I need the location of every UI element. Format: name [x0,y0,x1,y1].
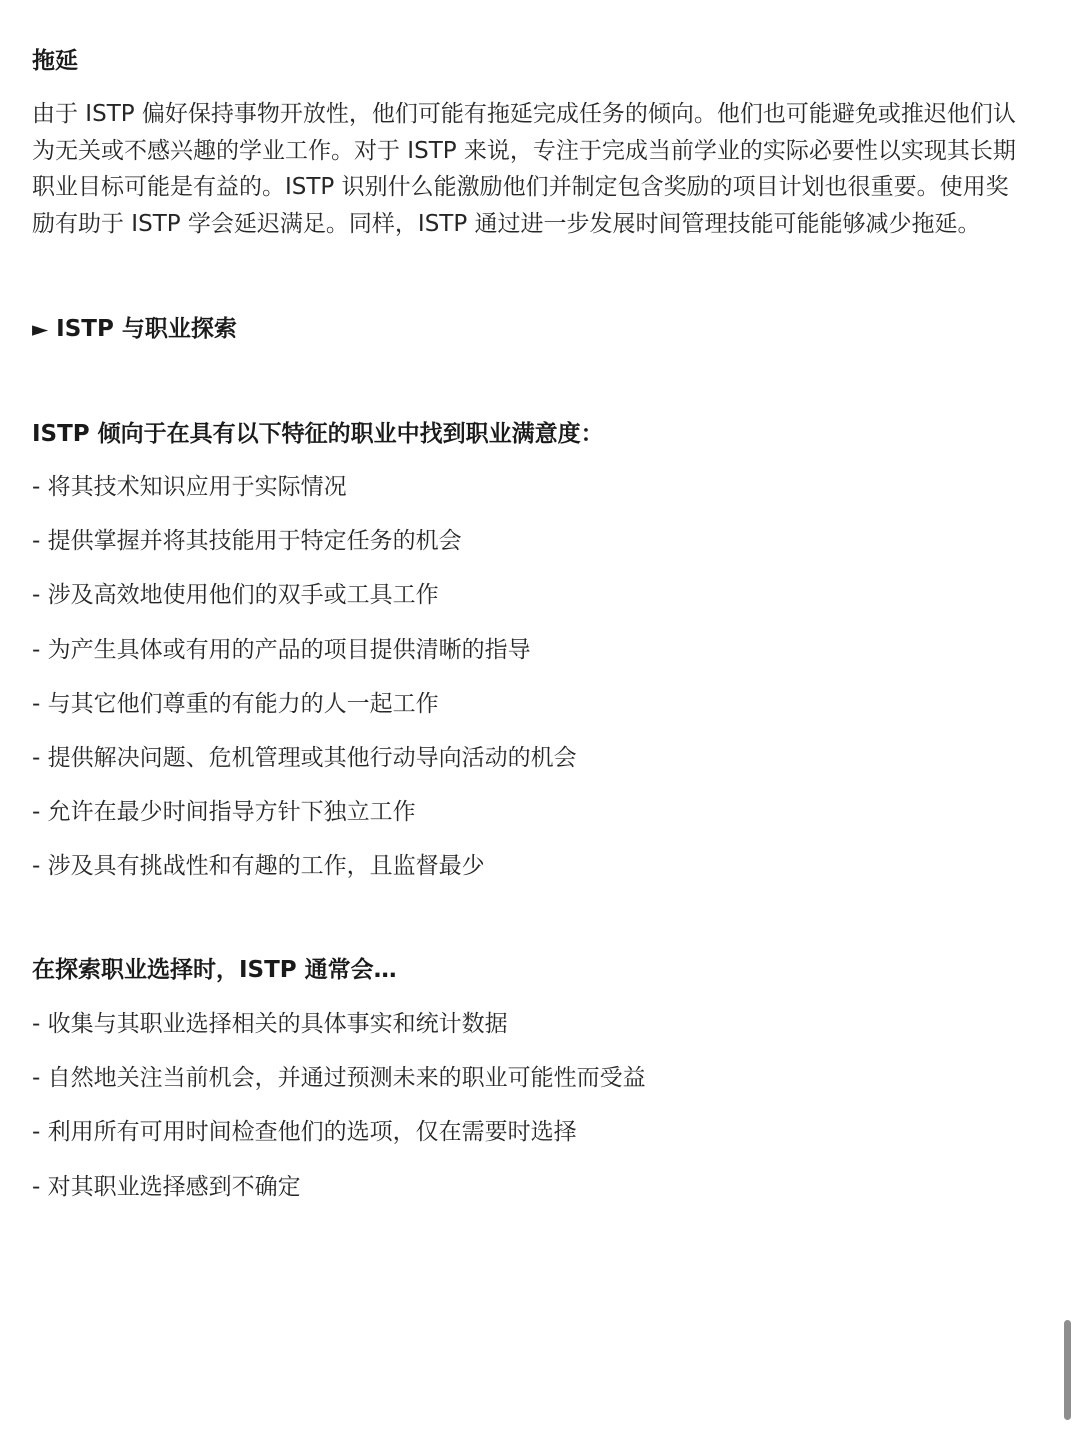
career-section-title [32,314,237,344]
list-item: - 收集与其职业选择相关的具体事实和统计数据 [32,1011,508,1037]
list-item: - 允许在最少时间指导方针下独立工作 [32,799,416,826]
list-item: - 将其技术知识应用于实际情况 [32,474,347,500]
satisfaction-heading: ISTP 倾向于在具有以下特征的职业中找到职业满意度： [32,421,604,447]
triangle-marker-icon: ► [32,317,49,341]
paragraph-line: 为无关或不感兴趣的学业工作。对于 ISTP 来说，专注于完成当前学业的实际必要性以实现其长期 [32,137,1016,164]
paragraph-line: 由于 ISTP 偏好保持事物开放性，他们可能有拖延完成任务的倾向。他们也可能避免或推迟他们认 [32,101,1016,127]
list-item: - 涉及具有挑战性和有趣的工作，且监督最少 [32,853,485,880]
list-item: - 自然地关注当前机会，并通过预测未来的职业可能性而受益 [32,1065,646,1092]
list-item: - 提供解决问题、危机管理或其他行动导向活动的机会 [32,744,577,771]
exploring-heading: 在探索职业选择时，ISTP 通常会… [32,957,397,983]
list-item: - 利用所有可用时间检查他们的选项，仅在需要时选择 [32,1119,577,1146]
list-item: - 提供掌握并将其技能用于特定任务的机会 [32,528,462,555]
satisfaction-list [32,472,577,906]
list-item: - 为产生具体或有用的产品的项目提供清晰的指导 [32,636,531,663]
vertical-scrollbar[interactable] [1064,1320,1071,1420]
exploring-list [32,1009,646,1226]
list-item: - 与其它他们尊重的有能力的人一起工作 [32,690,439,717]
paragraph-line: 励有助于 ISTP 学会延迟满足。同样，ISTP 通过进一步发展时间管理技能可能能够减少拖延。 [32,210,981,237]
list-item: - 涉及高效地使用他们的双手或工具工作 [32,582,439,609]
procrastination-heading: 拖延 [32,48,78,74]
career-section-label: ISTP 与职业探索 [56,316,237,342]
paragraph-line: 职业目标可能是有益的。ISTP 识别什么能激励他们并制定包含奖励的项目计划也很重要。使用奖 [32,174,1009,200]
procrastination-paragraph [32,96,1072,242]
list-item: - 对其职业选择感到不确定 [32,1173,301,1200]
